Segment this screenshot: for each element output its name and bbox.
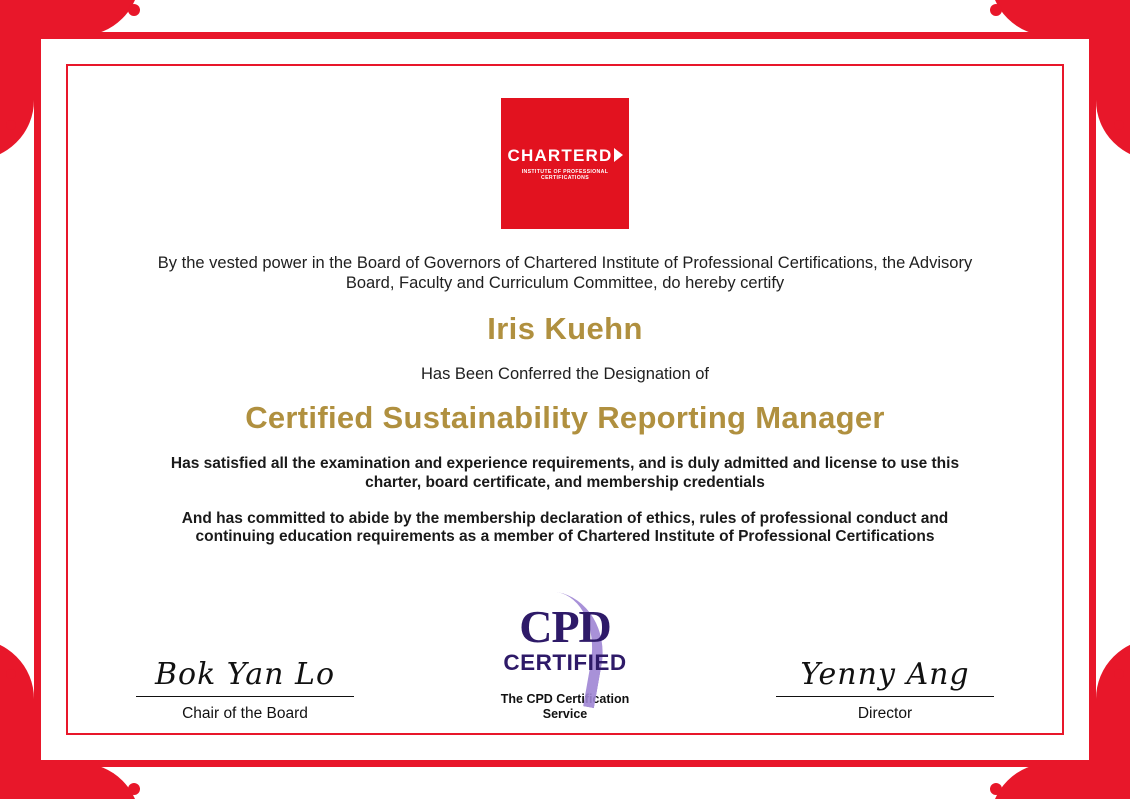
- conferred-label: Has Been Conferred the Designation of: [420, 365, 709, 384]
- cpd-service-line-2: Service: [542, 706, 588, 721]
- signature-block-director: [760, 656, 1010, 724]
- logo-subtitle: INSTITUTE OF PROFESSIONAL CERTIFICATIONS: [521, 168, 609, 181]
- certificate-content: [80, 70, 1050, 729]
- intro-paragraph: By the vested power in the Board of Governors of Chartered Institute of Professional Certifications, the Advisory Board, Faculty and Curriculum Committee, do hereby certify: [157, 254, 973, 293]
- cpd-certified-label: CERTIFIED: [503, 650, 627, 676]
- logo-triangle-icon: [614, 148, 623, 162]
- cpd-initials: CPD: [519, 601, 611, 653]
- designation-title: Certified Sustainability Reporting Manager: [245, 400, 885, 436]
- ethics-paragraph: And has committed to abide by the membership declaration of ethics, rules of professional conduct and continuing education requirements as a member of Chartered Institute of Professional Certifications: [181, 509, 949, 546]
- director-title: Director: [857, 705, 913, 722]
- cpd-service-line-1: The CPD Certification: [500, 692, 630, 707]
- director-signature-line: [776, 696, 994, 698]
- director-signature: Yenny Ang: [800, 656, 970, 692]
- cpd-badge-graphic: [495, 600, 635, 710]
- cpd-certified-badge: [465, 600, 665, 723]
- signature-block-chair: [120, 656, 370, 724]
- chair-signature: Bok Yan Lo: [154, 656, 336, 692]
- chair-signature-line: [136, 696, 354, 698]
- logo-letter-d: D: [599, 145, 613, 165]
- recipient-name: Iris Kuehn: [487, 311, 643, 347]
- signature-row: [80, 600, 1050, 723]
- logo-main-text: CHARTER: [507, 145, 600, 165]
- chair-title: Chair of the Board: [182, 705, 308, 722]
- chartered-institute-logo: [501, 98, 629, 229]
- requirements-paragraph: Has satisfied all the examination and experience requirements, and is duly admitted and license to use this charter, board certificate, and membership credentials: [170, 455, 960, 491]
- logo-wordmark: [508, 147, 623, 164]
